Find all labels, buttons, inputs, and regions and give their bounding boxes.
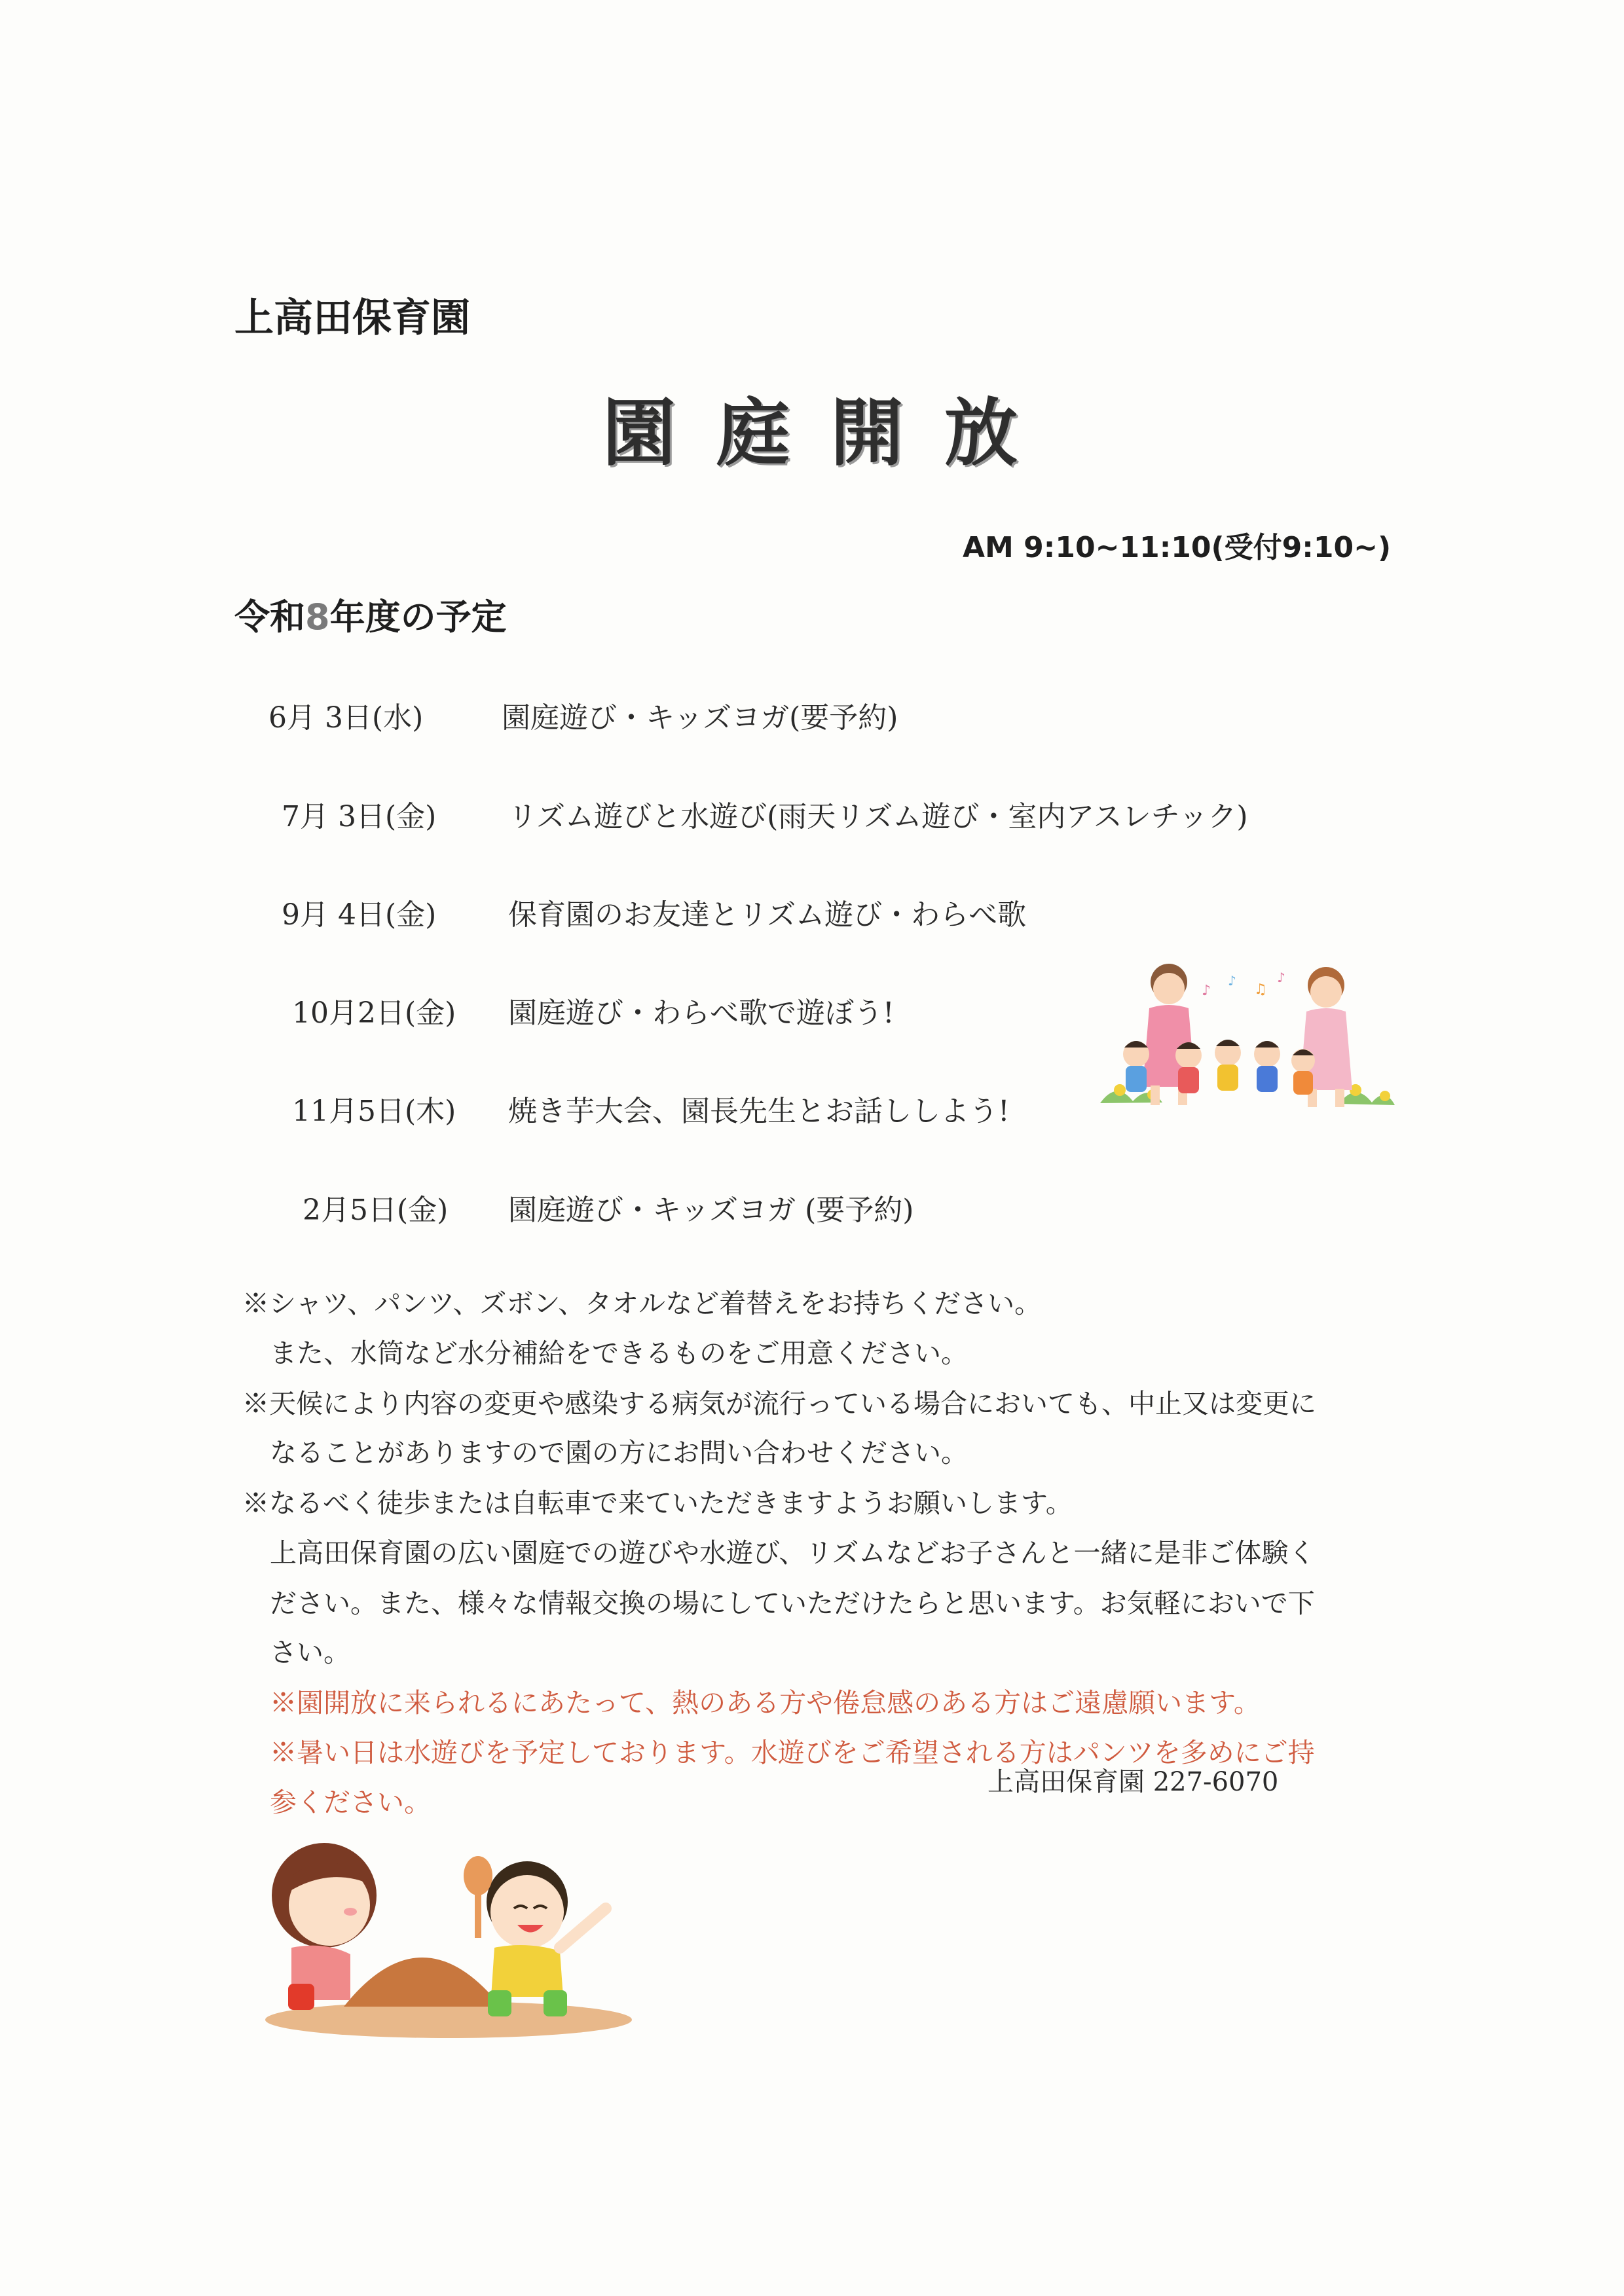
note-line: ださい。また、様々な情報交換の場にしていただけたらと思います。お気軽においで下 — [270, 1588, 1315, 1619]
svg-text:♫: ♫ — [1254, 981, 1267, 998]
svg-text:♪: ♪ — [1228, 973, 1236, 989]
music-notes — [1202, 970, 1285, 999]
schedule-date: 6月 3日(水) — [268, 701, 424, 735]
warning-note-line: ※園開放に来られるにあたって、熱のある方や倦怠感のある方はご遠慮願います。 — [270, 1687, 1261, 1719]
teachers-and-children-illustration — [1097, 956, 1398, 1120]
schedule-activity: 焼き芋大会、園長先生とお話ししよう! — [508, 1095, 1010, 1128]
note-line: さい。 — [270, 1637, 350, 1668]
children-playing-sand-illustration — [252, 1830, 632, 2039]
schedule-date: 7月 3日(金) — [282, 800, 437, 833]
schedule-activity: リズム遊びと水遊び(雨天リズム遊び・室内アスレチック) — [508, 800, 1248, 833]
organization-name: 上高田保育園 — [234, 295, 470, 341]
schedule-activity: 保育園のお友達とリズム遊び・わらべ歌 — [508, 898, 1027, 932]
year-schedule-heading — [234, 589, 507, 640]
schedule-date: 2月5日(金) — [303, 1194, 449, 1227]
warning-note-line: ※暑い日は水遊びを予定しております。水遊びをご希望される方はパンツを多めにご持 — [270, 1737, 1315, 1768]
schedule-date: 9月 4日(金) — [282, 898, 437, 932]
year-heading-suffix: 年度の予定 — [329, 596, 507, 638]
schedule-activity: 園庭遊び・キッズヨガ (要予約) — [508, 1194, 914, 1227]
year-number: 8 — [305, 596, 330, 638]
note-line: ※シャツ、パンツ、ズボン、タオルなど着替えをお持ちください。 — [242, 1288, 1042, 1319]
sand-ground — [265, 2001, 632, 2038]
schedule-activity: 園庭遊び・キッズヨガ(要予約) — [502, 701, 898, 735]
year-heading-prefix: 令和 — [234, 596, 305, 638]
warning-note-line: 参ください。 — [270, 1787, 431, 1818]
svg-text:♪: ♪ — [1277, 970, 1285, 985]
note-line: 上高田保育園の広い園庭での遊びや水遊び、リズムなどお子さんと一緒に是非ご体験く — [270, 1537, 1316, 1569]
note-line: ※なるべく徒歩または自転車で来ていただきますようお願いします。 — [242, 1487, 1073, 1519]
note-line: ※天候により内容の変更や感染する病気が流行っている場合においても、中止又は変更に — [242, 1388, 1316, 1419]
opening-hours: AM 9:10~11:10(受付9:10~) — [963, 531, 1392, 564]
svg-text:♪: ♪ — [1202, 983, 1211, 999]
page-title: 園庭開放 — [602, 391, 1058, 476]
contact-info: 上高田保育園 227-6070 — [987, 1767, 1279, 1797]
sand-mound — [344, 1958, 501, 2007]
note-line: また、水筒など水分補給をできるものをご用意ください。 — [270, 1338, 968, 1369]
schedule-activity: 園庭遊び・わらべ歌で遊ぼう! — [508, 996, 895, 1030]
girl-figure — [272, 1843, 377, 2010]
schedule-date: 10月2日(金) — [292, 996, 456, 1030]
schedule-date: 11月5日(木) — [292, 1095, 456, 1128]
note-line: なることがありますので園の方にお問い合わせください。 — [270, 1437, 968, 1468]
